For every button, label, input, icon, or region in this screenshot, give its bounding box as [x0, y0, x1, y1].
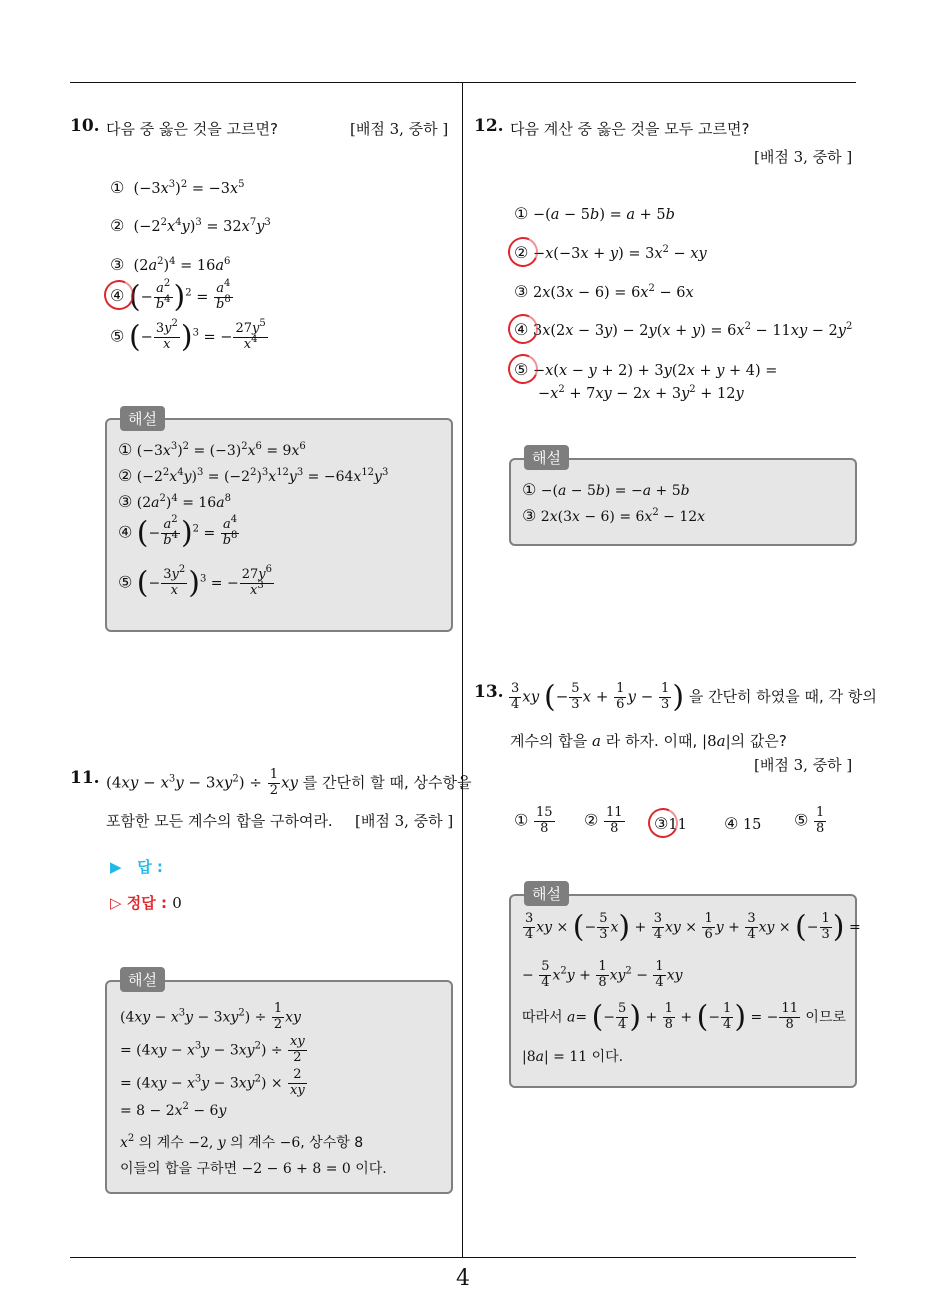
q10-option-3[interactable]: ③ $(2a^2)^4 = 16a^6$ — [110, 255, 231, 274]
q10-label-3: ③ — [110, 255, 125, 274]
q13-option-4[interactable]: ④ 15 — [724, 814, 762, 833]
q10-option-4[interactable]: ④ (− $\frac{a^2}{b^4}$ )$^2$ = $\frac{a^4}{b^8}$ — [110, 278, 231, 315]
q13-option-3[interactable]: ③11 — [654, 814, 687, 833]
q11-correct-answer — [110, 892, 182, 913]
q13-label-3-circled: ③ — [654, 814, 669, 833]
q10-option-2[interactable]: ② $(-2^2x^4y)^3 = 32x^7y^3$ — [110, 216, 271, 235]
page-number: 4 — [456, 1266, 470, 1291]
correct-value: 0 — [172, 894, 182, 912]
q10-sol-line-5: ⑤ (− $\frac{3y^2}{x}$ )$^3$ = − $\frac{27y^6}{x^3}$ — [118, 564, 273, 601]
q11-answer-row[interactable] — [110, 856, 163, 877]
q12-meta: [배점 3, 중하 ] — [754, 148, 853, 166]
q11-sol-line-1: $(4xy - x^3y - 3xy^2)$ ÷ $\frac{1}{2}$ xy — [120, 1001, 301, 1032]
q12-option-2[interactable]: ② $-x(-3x + y) = 3x^2$ − xy — [514, 243, 707, 262]
q13-meta: [배점 3, 중하 ] — [754, 756, 853, 774]
q12-question: 다음 계산 중 옳은 것을 모두 고르면? — [510, 120, 750, 138]
q10-solution-tag: 해설 — [120, 406, 165, 431]
q13-option-5[interactable]: ⑤ $\frac{1}{8}$ — [794, 805, 825, 836]
q12-option-5[interactable]: ⑤ −x(x − y + 2) + 3y(2x + y + 4) = — [514, 360, 778, 379]
q12-solution-box — [509, 458, 857, 546]
q13-sol-line-3: 따라서 a= (− $\frac{5}{4}$ ) + $\frac{1}{8}$ + (− $\frac{1}{4}$ ) = − $\frac{11}{8}$ 이므로 — [522, 999, 846, 1035]
q12-option-1[interactable]: ① −(a − 5b) = a + 5b — [514, 204, 675, 223]
q11-sol-line-3: = $(4xy - x^3y - 3xy^2)$ × $\frac{2}{xy}$ — [120, 1067, 305, 1098]
q10-sol-line-3: ③ $(2a^2)^4 = 16a^8$ — [118, 492, 231, 511]
q12-solution-tag: 해설 — [524, 445, 569, 470]
q13-number: 13. — [474, 682, 504, 702]
q10-option-5[interactable]: ⑤ (− $\frac{3y^2}{x}$ )$^3$ = − $\frac{27y^5}{x^4}$ — [110, 318, 266, 355]
q10-option-1[interactable]: ① $(-3x^3)^2 = -3x^5$ — [110, 178, 245, 197]
q10-label-2: ② — [110, 216, 125, 235]
q12-number: 12. — [474, 116, 504, 136]
q11-number: 11. — [70, 768, 100, 788]
q11-sol-line-6: 이들의 합을 구하면 −2 − 6 + 8 = 0 이다. — [120, 1161, 387, 1177]
q13-sol-line-1: $\frac{3}{4}$ xy × (− $\frac{5}{3}$ x) + $\frac{3}{4}$ xy × $\frac{1}{6}$ y + $\frac{3}{4}$ xy × (− $\frac{1}{3}$ ) = — [525, 909, 861, 945]
q11-question-line1: $(4xy - x^3y - 3xy^2)$ ÷ $\frac{1}{2}$ xy 를 간단히 할 때, 상수항을 — [106, 767, 472, 798]
q11-sol-line-4: = $8 - 2x^2 - 6y$ — [120, 1101, 227, 1119]
q12-label-4-circled: ④ — [514, 320, 529, 339]
q10-label-5: ⑤ — [110, 326, 125, 346]
q10-meta: [배점 3, 중하 ] — [350, 120, 449, 138]
q12-label-2-circled: ② — [514, 243, 529, 262]
q13-sol-line-2: − $\frac{5}{4}$ $x^2y$ + $\frac{1}{8}$ $xy^2$ − $\frac{1}{4}$ xy — [522, 959, 683, 990]
q11-meta: [배점 3, 중하 ] — [355, 812, 454, 830]
q13-sol-line-4: |8a| = 11 이다. — [522, 1049, 624, 1065]
q12-option-3[interactable]: ③ $2x(3x - 6) = 6x^2 - 6x$ — [514, 282, 694, 301]
q13-option-2[interactable]: ② $\frac{11}{8}$ — [584, 805, 623, 836]
q10-question: 다음 중 옳은 것을 고르면? — [106, 120, 278, 138]
q12-sol-line-2: ③ $2x(3x - 6) = 6x^2 - 12x$ — [522, 506, 706, 525]
q12-label-5-circled: ⑤ — [514, 360, 529, 379]
correct-label: 정답 : — [126, 894, 167, 912]
q10-sol-line-4: ④ (− $\frac{a^2}{b^4}$ )$^2$ = $\frac{a^4}{b^8}$ — [118, 514, 238, 551]
q13-question-line1: $\frac{3}{4}$ xy (− $\frac{5}{3}$ x + $\frac{1}{6}$ y − $\frac{1}{3}$ ) 을 간단히 하였을 때, 각 항의 — [511, 679, 877, 715]
q10-sol-line-2: ② $(-2^2x^4y)^3 = (-2^2)^3x^{12}y^3 = -64x^{12}y^3$ — [118, 466, 389, 485]
q13-solution-tag: 해설 — [524, 881, 569, 906]
q12-option-5-cont: $-x^2 + 7xy - 2x + 3y^2 + 12y$ — [538, 384, 744, 402]
top-rule — [70, 82, 856, 83]
q13-question-line2: 계수의 합을 a 라 하자. 이때, |8a|의 값은? — [510, 732, 787, 750]
q10-sol-line-1: ① $(-3x^3)^2 = (-3)^2x^6 = 9x^6$ — [118, 440, 306, 459]
column-divider — [462, 82, 463, 1257]
bottom-rule — [70, 1257, 856, 1258]
q11-sol-line-5: $x^2$ 의 계수 −2, y 의 계수 −6, 상수항 8 — [120, 1133, 364, 1151]
q12-sol-line-1: ① −(a − 5b) = −a + 5b — [522, 480, 690, 499]
q10-label-1: ① — [110, 178, 125, 197]
q11-sol-line-2: = $(4xy - x^3y - 3xy^2)$ ÷ $\frac{xy}{2}$ — [120, 1034, 305, 1065]
q11-question-line2: 포함한 모든 계수의 합을 구하여라. — [106, 812, 333, 830]
q10-label-4-circled: ④ — [110, 286, 125, 306]
triangle-outline-icon: ▷ — [110, 894, 122, 912]
q12-option-4[interactable]: ④ $3x(2x - 3y) - 2y(x + y) = 6x^2 - 11xy - 2y^2$ — [514, 320, 853, 339]
q10-number: 10. — [70, 116, 100, 136]
play-arrow-icon: ▶ — [110, 858, 122, 876]
q11-solution-tag: 해설 — [120, 967, 165, 992]
answer-label: 답 : — [137, 858, 163, 876]
q13-option-1[interactable]: ① $\frac{15}{8}$ — [514, 805, 553, 836]
